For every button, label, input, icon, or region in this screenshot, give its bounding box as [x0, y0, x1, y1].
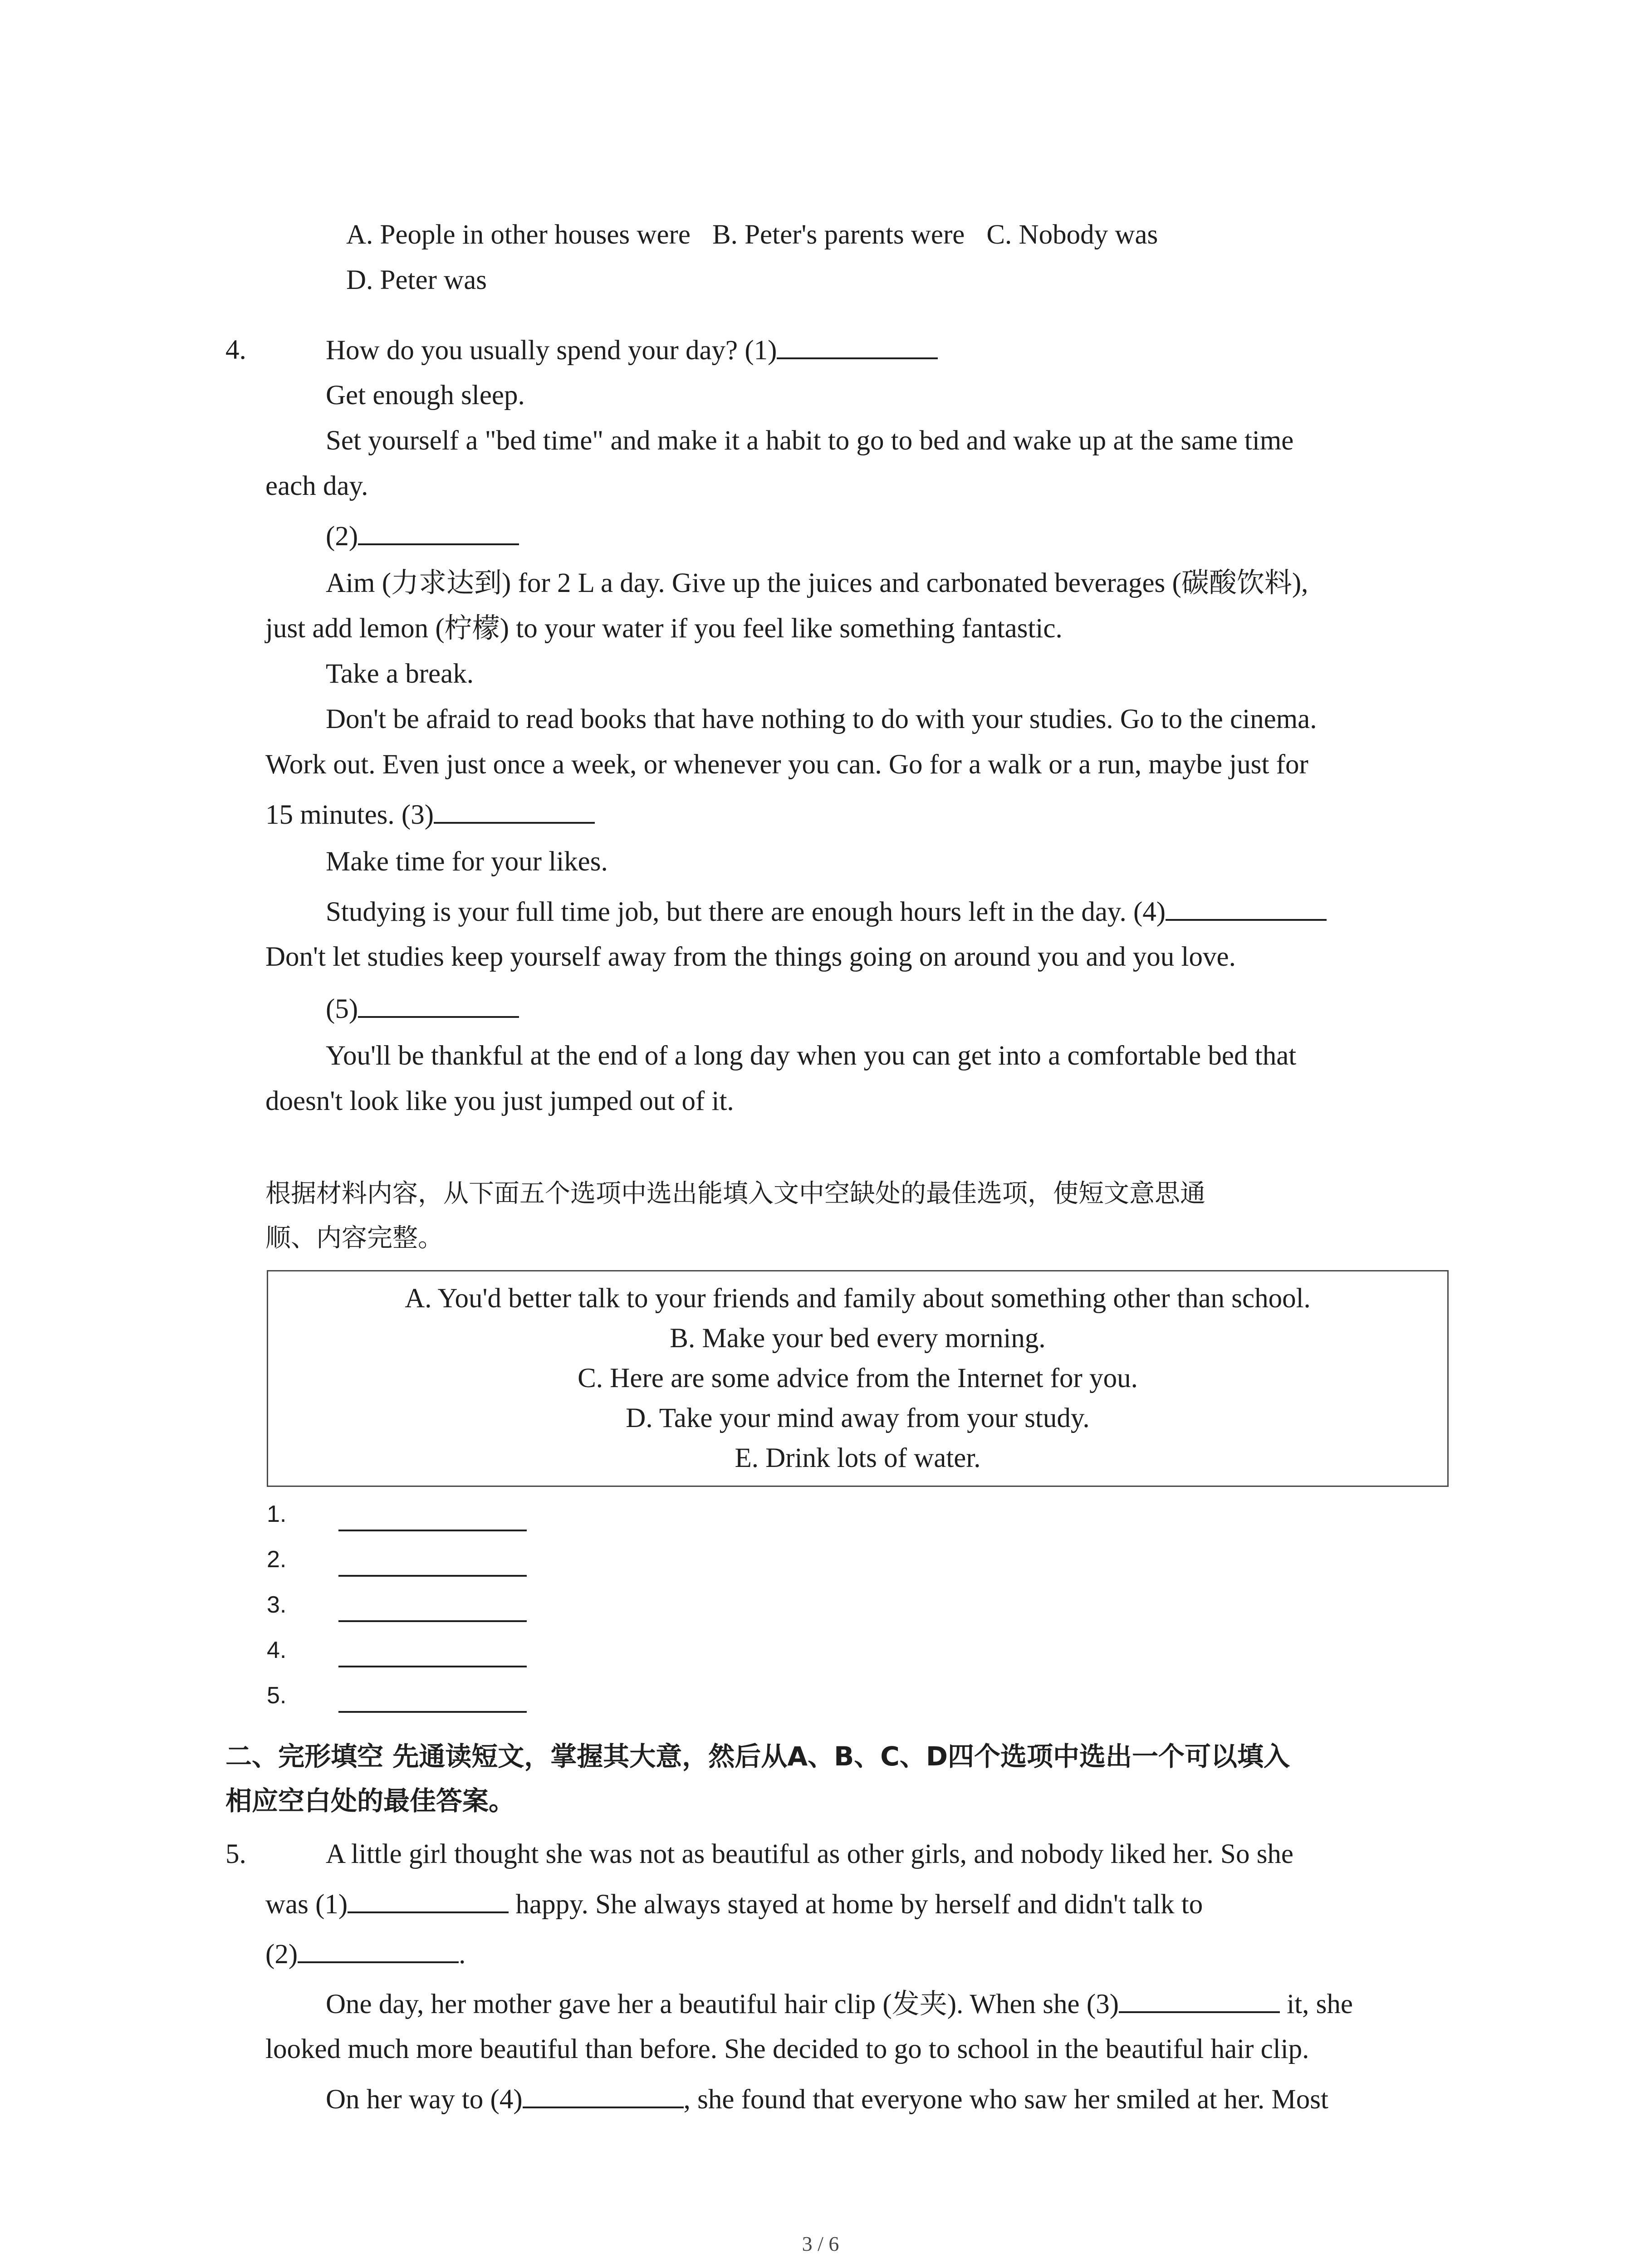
q4-blank-5[interactable] — [358, 991, 519, 1018]
q5-blank-1[interactable] — [348, 1886, 509, 1913]
q4-blank-1[interactable] — [777, 332, 938, 359]
answer-blank-5[interactable] — [338, 1686, 527, 1713]
q5-line-2-start: was (1) — [265, 1889, 348, 1920]
q5-blank-4[interactable] — [523, 2081, 684, 2108]
q4-blank-2-line — [326, 518, 519, 555]
q4-heading-likes: Make time for your likes. — [326, 846, 608, 877]
q4-blank-5-label: (5) — [326, 994, 358, 1024]
q4-likes-line-1-text: Studying is your full time job, but there are enough hours left in the day. (4) — [326, 897, 1166, 927]
q4-sleep-line-2: each day. — [265, 471, 368, 501]
q4-option-a[interactable]: A. You'd better talk to your friends and family about something other than school. — [405, 1283, 1311, 1314]
q5-line-4-start: One day, her mother gave her a beautiful hair clip (发夹). When she (3) — [326, 1989, 1119, 2019]
q4-option-d[interactable]: D. Take your mind away from your study. — [626, 1403, 1090, 1433]
q4-intro — [326, 332, 938, 369]
q5-line-3 — [265, 1936, 465, 1973]
q3-option-b[interactable]: B. Peter's parents were — [712, 220, 965, 250]
answer-number-3: 3. — [267, 1592, 287, 1618]
q4-instruction-line-2: 顺、内容完整。 — [265, 1223, 443, 1253]
q5-line-6-start: On her way to (4) — [326, 2084, 523, 2115]
q5-line-6 — [326, 2081, 1328, 2118]
q5-line-3-start: (2) — [265, 1939, 298, 1970]
answer-blank-4[interactable] — [338, 1640, 527, 1667]
q3-option-d[interactable]: D. Peter was — [346, 265, 487, 295]
answer-blank-3[interactable] — [338, 1595, 527, 1622]
q5-line-4 — [326, 1986, 1353, 2023]
q4-blank-2-label: (2) — [326, 521, 358, 552]
q4-blank-4[interactable] — [1166, 894, 1327, 921]
q5-number: 5. — [225, 1839, 246, 1869]
q5-line-5: looked much more beautiful than before. She decided to go to school in the beautiful hair clip. — [265, 2034, 1309, 2064]
q4-number: 4. — [225, 335, 246, 365]
q4-option-b[interactable]: B. Make your bed every morning. — [670, 1323, 1046, 1354]
q4-blank-2[interactable] — [358, 518, 519, 545]
section2-heading-line-2: 相应空白处的最佳答案。 — [225, 1785, 515, 1816]
q4-option-c[interactable]: C. Here are some advice from the Internet for you. — [578, 1363, 1138, 1393]
answer-number-2: 2. — [267, 1546, 287, 1573]
q3-option-a[interactable]: A. People in other houses were — [346, 220, 691, 250]
q5-line-2-end: happy. She always stayed at home by herself and didn't talk to — [509, 1889, 1203, 1920]
page-number: 3 / 6 — [802, 2232, 839, 2255]
q4-option-e[interactable]: E. Drink lots of water. — [735, 1443, 981, 1473]
q5-blank-2[interactable] — [298, 1936, 459, 1963]
q5-line-2 — [265, 1886, 1203, 1923]
answer-blank-2[interactable] — [338, 1549, 527, 1577]
q5-line-6-end: , she found that everyone who saw her smiled at her. Most — [683, 2084, 1328, 2115]
q5-line-1: A little girl thought she was not as beautiful as other girls, and nobody liked her. So she — [326, 1839, 1294, 1869]
answer-number-4: 4. — [267, 1637, 287, 1663]
q3-options-row — [346, 217, 1158, 253]
q3-option-c[interactable]: C. Nobody was — [986, 220, 1158, 250]
q4-option-box — [267, 1270, 1449, 1487]
q4-bed-line-1: You'll be thankful at the end of a long day when you can get into a comfortable bed that — [326, 1041, 1297, 1071]
q4-bed-line-2: doesn't look like you just jumped out of it. — [265, 1086, 734, 1116]
q4-instruction-line-1: 根据材料内容，从下面五个选项中选出能填入文中空缺处的最佳选项，使短文意思通 — [265, 1179, 1205, 1208]
q5-blank-3[interactable] — [1119, 1986, 1280, 2013]
q4-heading-sleep: Get enough sleep. — [326, 380, 525, 411]
answer-number-1: 1. — [267, 1501, 287, 1527]
q4-water-line-2: just add lemon (柠檬) to your water if you feel like something fantastic. — [265, 613, 1063, 644]
q4-intro-text: How do you usually spend your day? (1) — [326, 335, 777, 366]
q4-likes-line-1 — [326, 894, 1327, 930]
q5-line-3-end: . — [459, 1939, 466, 1970]
section2-heading-line-1: 二、完形填空 先通读短文，掌握其大意，然后从A、B、C、D四个选项中选出一个可以填入 — [225, 1741, 1290, 1772]
q4-break-line-3-text: 15 minutes. (3) — [265, 800, 434, 830]
q4-break-line-2: Work out. Even just once a week, or whenever you can. Go for a walk or a run, maybe just for — [265, 749, 1308, 780]
answer-number-5: 5. — [267, 1682, 287, 1709]
q4-blank-5-line — [326, 991, 519, 1027]
q4-likes-line-2: Don't let studies keep yourself away from the things going on around you and you love. — [265, 942, 1236, 972]
q4-water-line-1: Aim (力求达到) for 2 L a day. Give up the juices and carbonated beverages (碳酸饮料), — [326, 568, 1308, 598]
answer-blank-1[interactable] — [338, 1504, 527, 1531]
q4-blank-3[interactable] — [434, 797, 595, 824]
q4-break-line-3 — [265, 797, 595, 833]
q4-break-line-1: Don't be afraid to read books that have nothing to do with your studies. Go to the cinema. — [326, 704, 1317, 734]
q4-heading-break: Take a break. — [326, 659, 474, 689]
q5-line-4-end: it, she — [1280, 1989, 1353, 2019]
q4-sleep-line-1: Set yourself a "bed time" and make it a habit to go to bed and wake up at the same time — [326, 425, 1294, 456]
